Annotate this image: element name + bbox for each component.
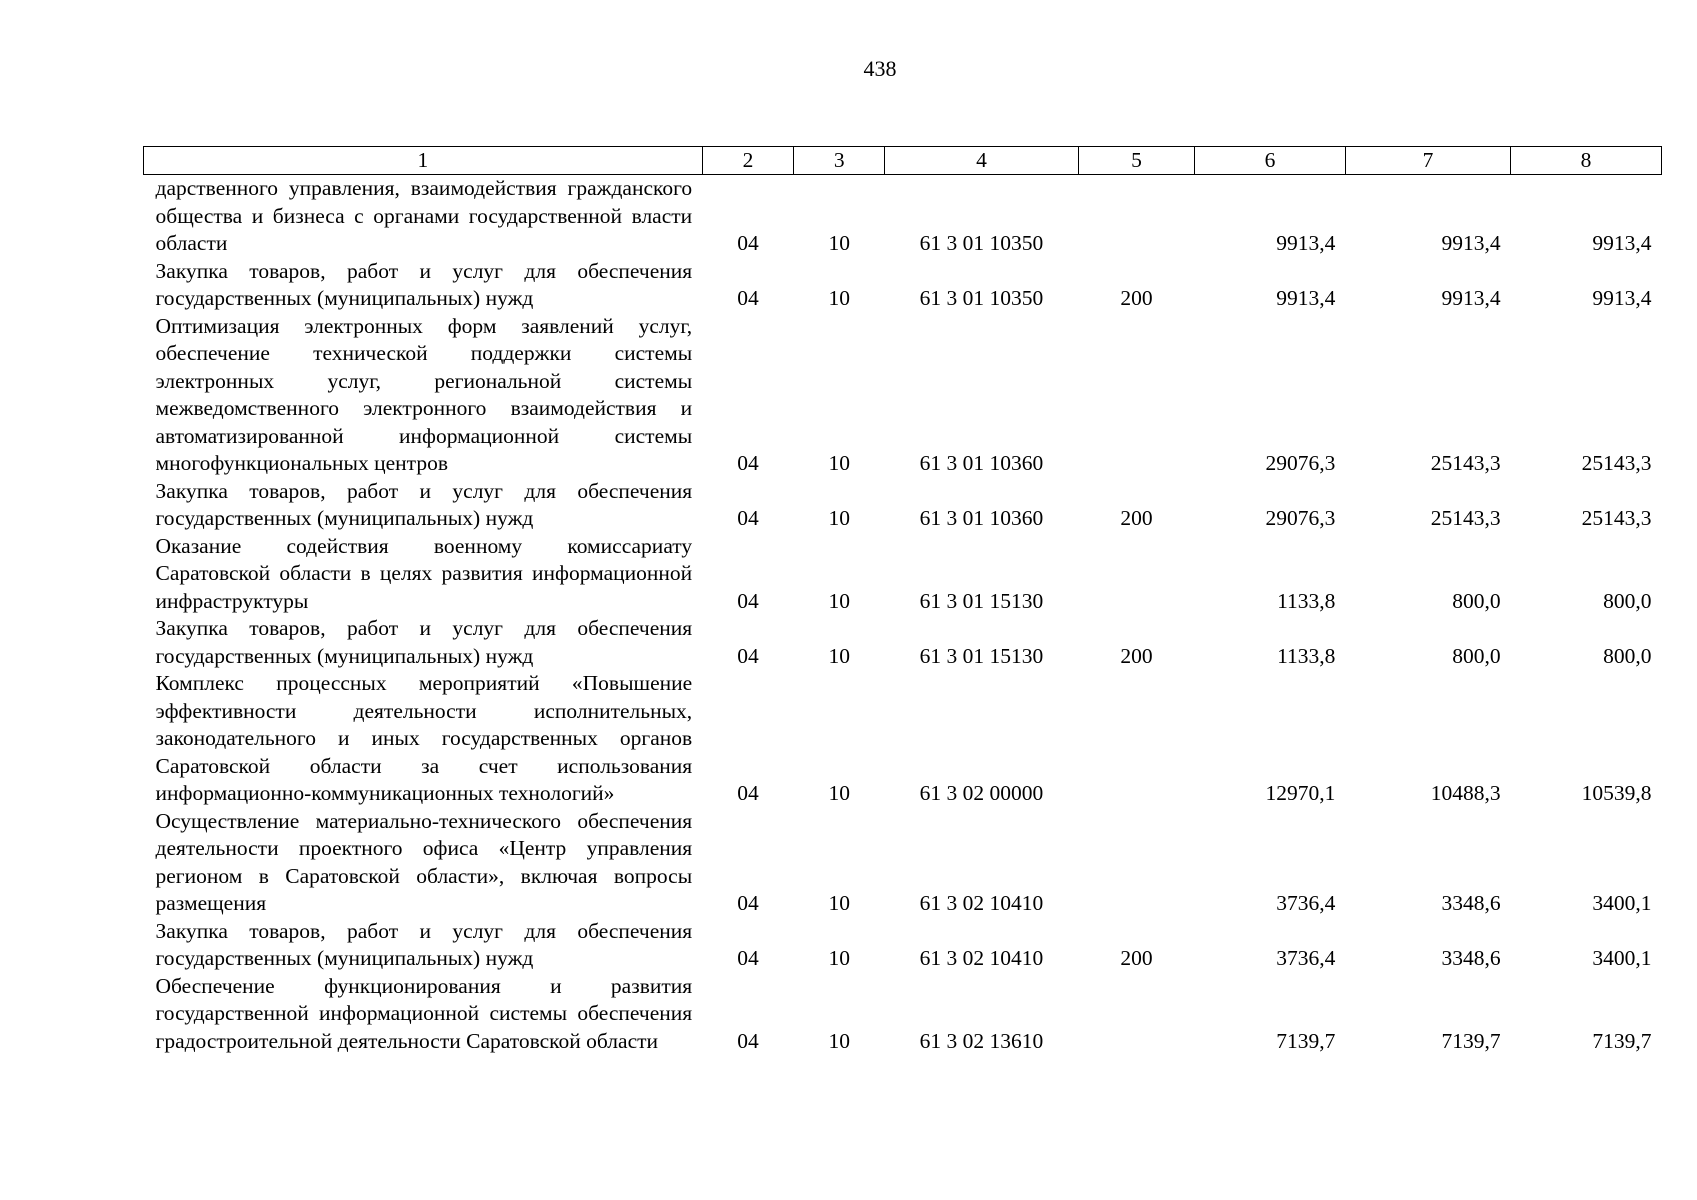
header-col-5: 5: [1078, 147, 1194, 175]
row-amount-col8: 10539,8: [1581, 781, 1652, 805]
page-number: 438: [863, 56, 897, 81]
table-row: [144, 918, 1662, 973]
row-expense-type: 200: [1120, 946, 1153, 970]
row-amount-col8: 25143,3: [1581, 451, 1652, 475]
row-amount-col7: 10488,3: [1430, 781, 1501, 805]
row-subsection: 10: [828, 891, 851, 915]
row-section: 04: [737, 506, 759, 530]
row-amount-col7: 3348,6: [1441, 891, 1501, 915]
row-description: Закупка товаров, работ и услуг для обеспечения государственных (муниципальных) нужд: [155, 478, 693, 530]
row-target-article: 61 3 02 10410: [919, 891, 1044, 915]
row-amount-col7: 25143,3: [1430, 506, 1501, 530]
row-amount-col8: 800,0: [1603, 588, 1652, 613]
table-row: [144, 615, 1662, 670]
row-subsection: 10: [828, 643, 851, 668]
row-subsection: 10: [828, 588, 851, 613]
row-target-article: 61 3 02 13610: [919, 1028, 1044, 1053]
row-target-article: 61 3 01 10350: [919, 231, 1044, 255]
row-amount-col8: 25143,3: [1581, 506, 1652, 530]
header-row: [144, 147, 1662, 175]
header-col-4: 4: [885, 147, 1079, 175]
header-col-3: 3: [794, 147, 885, 175]
row-amount-col6: 9913,4: [1276, 231, 1336, 255]
row-amount-col6: 3736,4: [1276, 891, 1336, 915]
budget-table: [143, 146, 1662, 1055]
row-amount-col7: 9913,4: [1441, 231, 1501, 255]
header-col-1: 1: [144, 147, 703, 175]
row-description: дарственного управления, взаимодействия гражданского общества и бизнеса с органами государственной власти области: [155, 176, 693, 255]
row-description: Закупка товаров, работ и услуг для обеспечения государственных (муниципальных) нужд: [155, 258, 693, 310]
header-col-6: 6: [1195, 147, 1346, 175]
row-amount-col8: 9913,4: [1592, 286, 1652, 310]
row-description: Осуществление материально-технического обеспечения деятельности проектного офиса «Центр управления регионом в Саратовской области», включая вопросы размещения: [155, 808, 693, 915]
row-target-article: 61 3 01 10360: [919, 451, 1044, 475]
row-expense-type: 200: [1120, 643, 1153, 668]
header-col-2: 2: [702, 147, 794, 175]
row-target-article: 61 3 02 00000: [919, 781, 1044, 805]
row-amount-col7: 800,0: [1452, 588, 1501, 613]
row-amount-col6: 12970,1: [1265, 781, 1336, 805]
table-row: [144, 973, 1662, 1056]
row-expense-type: [1078, 313, 1194, 478]
row-expense-type: [1078, 973, 1194, 1056]
row-amount-col6: 1133,8: [1277, 643, 1336, 668]
row-target-article: 61 3 01 10350: [919, 286, 1044, 310]
row-subsection: 10: [828, 451, 851, 475]
row-section: 04: [737, 286, 759, 310]
row-subsection: 10: [828, 286, 851, 310]
row-subsection: 10: [828, 781, 851, 805]
table-body: [144, 175, 1662, 1056]
table-row: [144, 258, 1662, 313]
row-section: 04: [737, 643, 759, 668]
row-amount-col8: 3400,1: [1592, 946, 1652, 970]
row-section: 04: [737, 946, 759, 970]
row-description: Закупка товаров, работ и услуг для обеспечения государственных (муниципальных) нужд: [155, 616, 693, 668]
row-description: Обеспечение функционирования и развития государственной информационной системы обеспечения градостроительной деятельности Саратовской области: [155, 973, 693, 1053]
header-col-7: 7: [1345, 147, 1510, 175]
row-subsection: 10: [828, 1028, 851, 1053]
row-subsection: 10: [828, 506, 851, 530]
row-subsection: 10: [828, 231, 851, 255]
table-row: [144, 175, 1662, 258]
row-amount-col6: 7139,7: [1276, 1028, 1336, 1053]
row-amount-col6: 1133,8: [1277, 588, 1336, 613]
row-amount-col6: 3736,4: [1276, 946, 1336, 970]
row-expense-type: 200: [1120, 286, 1153, 310]
row-expense-type: 200: [1120, 506, 1153, 530]
row-target-article: 61 3 01 10360: [919, 506, 1044, 530]
row-amount-col8: 9913,4: [1592, 231, 1652, 255]
row-section: 04: [737, 231, 759, 255]
table-row: [144, 478, 1662, 533]
row-target-article: 61 3 01 15130: [919, 643, 1044, 668]
row-amount-col6: 9913,4: [1276, 286, 1336, 310]
table-row: [144, 808, 1662, 918]
row-amount-col7: 25143,3: [1430, 451, 1501, 475]
header-col-8: 8: [1511, 147, 1662, 175]
row-amount-col7: 800,0: [1452, 643, 1501, 668]
row-section: 04: [737, 588, 759, 613]
table-row: [144, 313, 1662, 478]
row-amount-col8: 800,0: [1603, 643, 1652, 668]
row-section: 04: [737, 781, 759, 805]
table-row: [144, 670, 1662, 808]
row-description: Оптимизация электронных форм заявлений услуг, обеспечение технической поддержки системы электронных услуг, региональной системы межведомственного электронного взаимодействия и автоматизированной информационной системы многофункциональных центров: [155, 313, 693, 475]
row-target-article: 61 3 01 15130: [919, 588, 1044, 613]
row-amount-col7: 7139,7: [1441, 1028, 1501, 1053]
table-header: [144, 147, 1662, 175]
row-amount-col8: 7139,7: [1592, 1028, 1652, 1053]
row-amount-col6: 29076,3: [1265, 506, 1336, 530]
row-amount-col6: 29076,3: [1265, 451, 1336, 475]
row-target-article: 61 3 02 10410: [919, 946, 1044, 970]
row-amount-col7: 3348,6: [1441, 946, 1501, 970]
row-description: Закупка товаров, работ и услуг для обеспечения государственных (муниципальных) нужд: [155, 918, 693, 970]
row-amount-col7: 9913,4: [1441, 286, 1501, 310]
row-subsection: 10: [828, 946, 851, 970]
row-section: 04: [737, 891, 759, 915]
row-section: 04: [737, 451, 759, 475]
row-amount-col8: 3400,1: [1592, 891, 1652, 915]
row-expense-type: [1078, 808, 1194, 918]
row-description: Комплекс процессных мероприятий «Повышение эффективности деятельности исполнительных, законодательного и иных государственных органов Саратовской области за счет использования информационно-коммуникационных технологий»: [155, 671, 693, 805]
row-section: 04: [737, 1028, 759, 1053]
table-row: [144, 533, 1662, 616]
row-description: Оказание содействия военному комиссариату Саратовской области в целях развития информационной инфраструктуры: [155, 533, 693, 613]
row-expense-type: [1078, 533, 1194, 616]
row-expense-type: [1078, 175, 1194, 258]
row-expense-type: [1078, 670, 1194, 808]
